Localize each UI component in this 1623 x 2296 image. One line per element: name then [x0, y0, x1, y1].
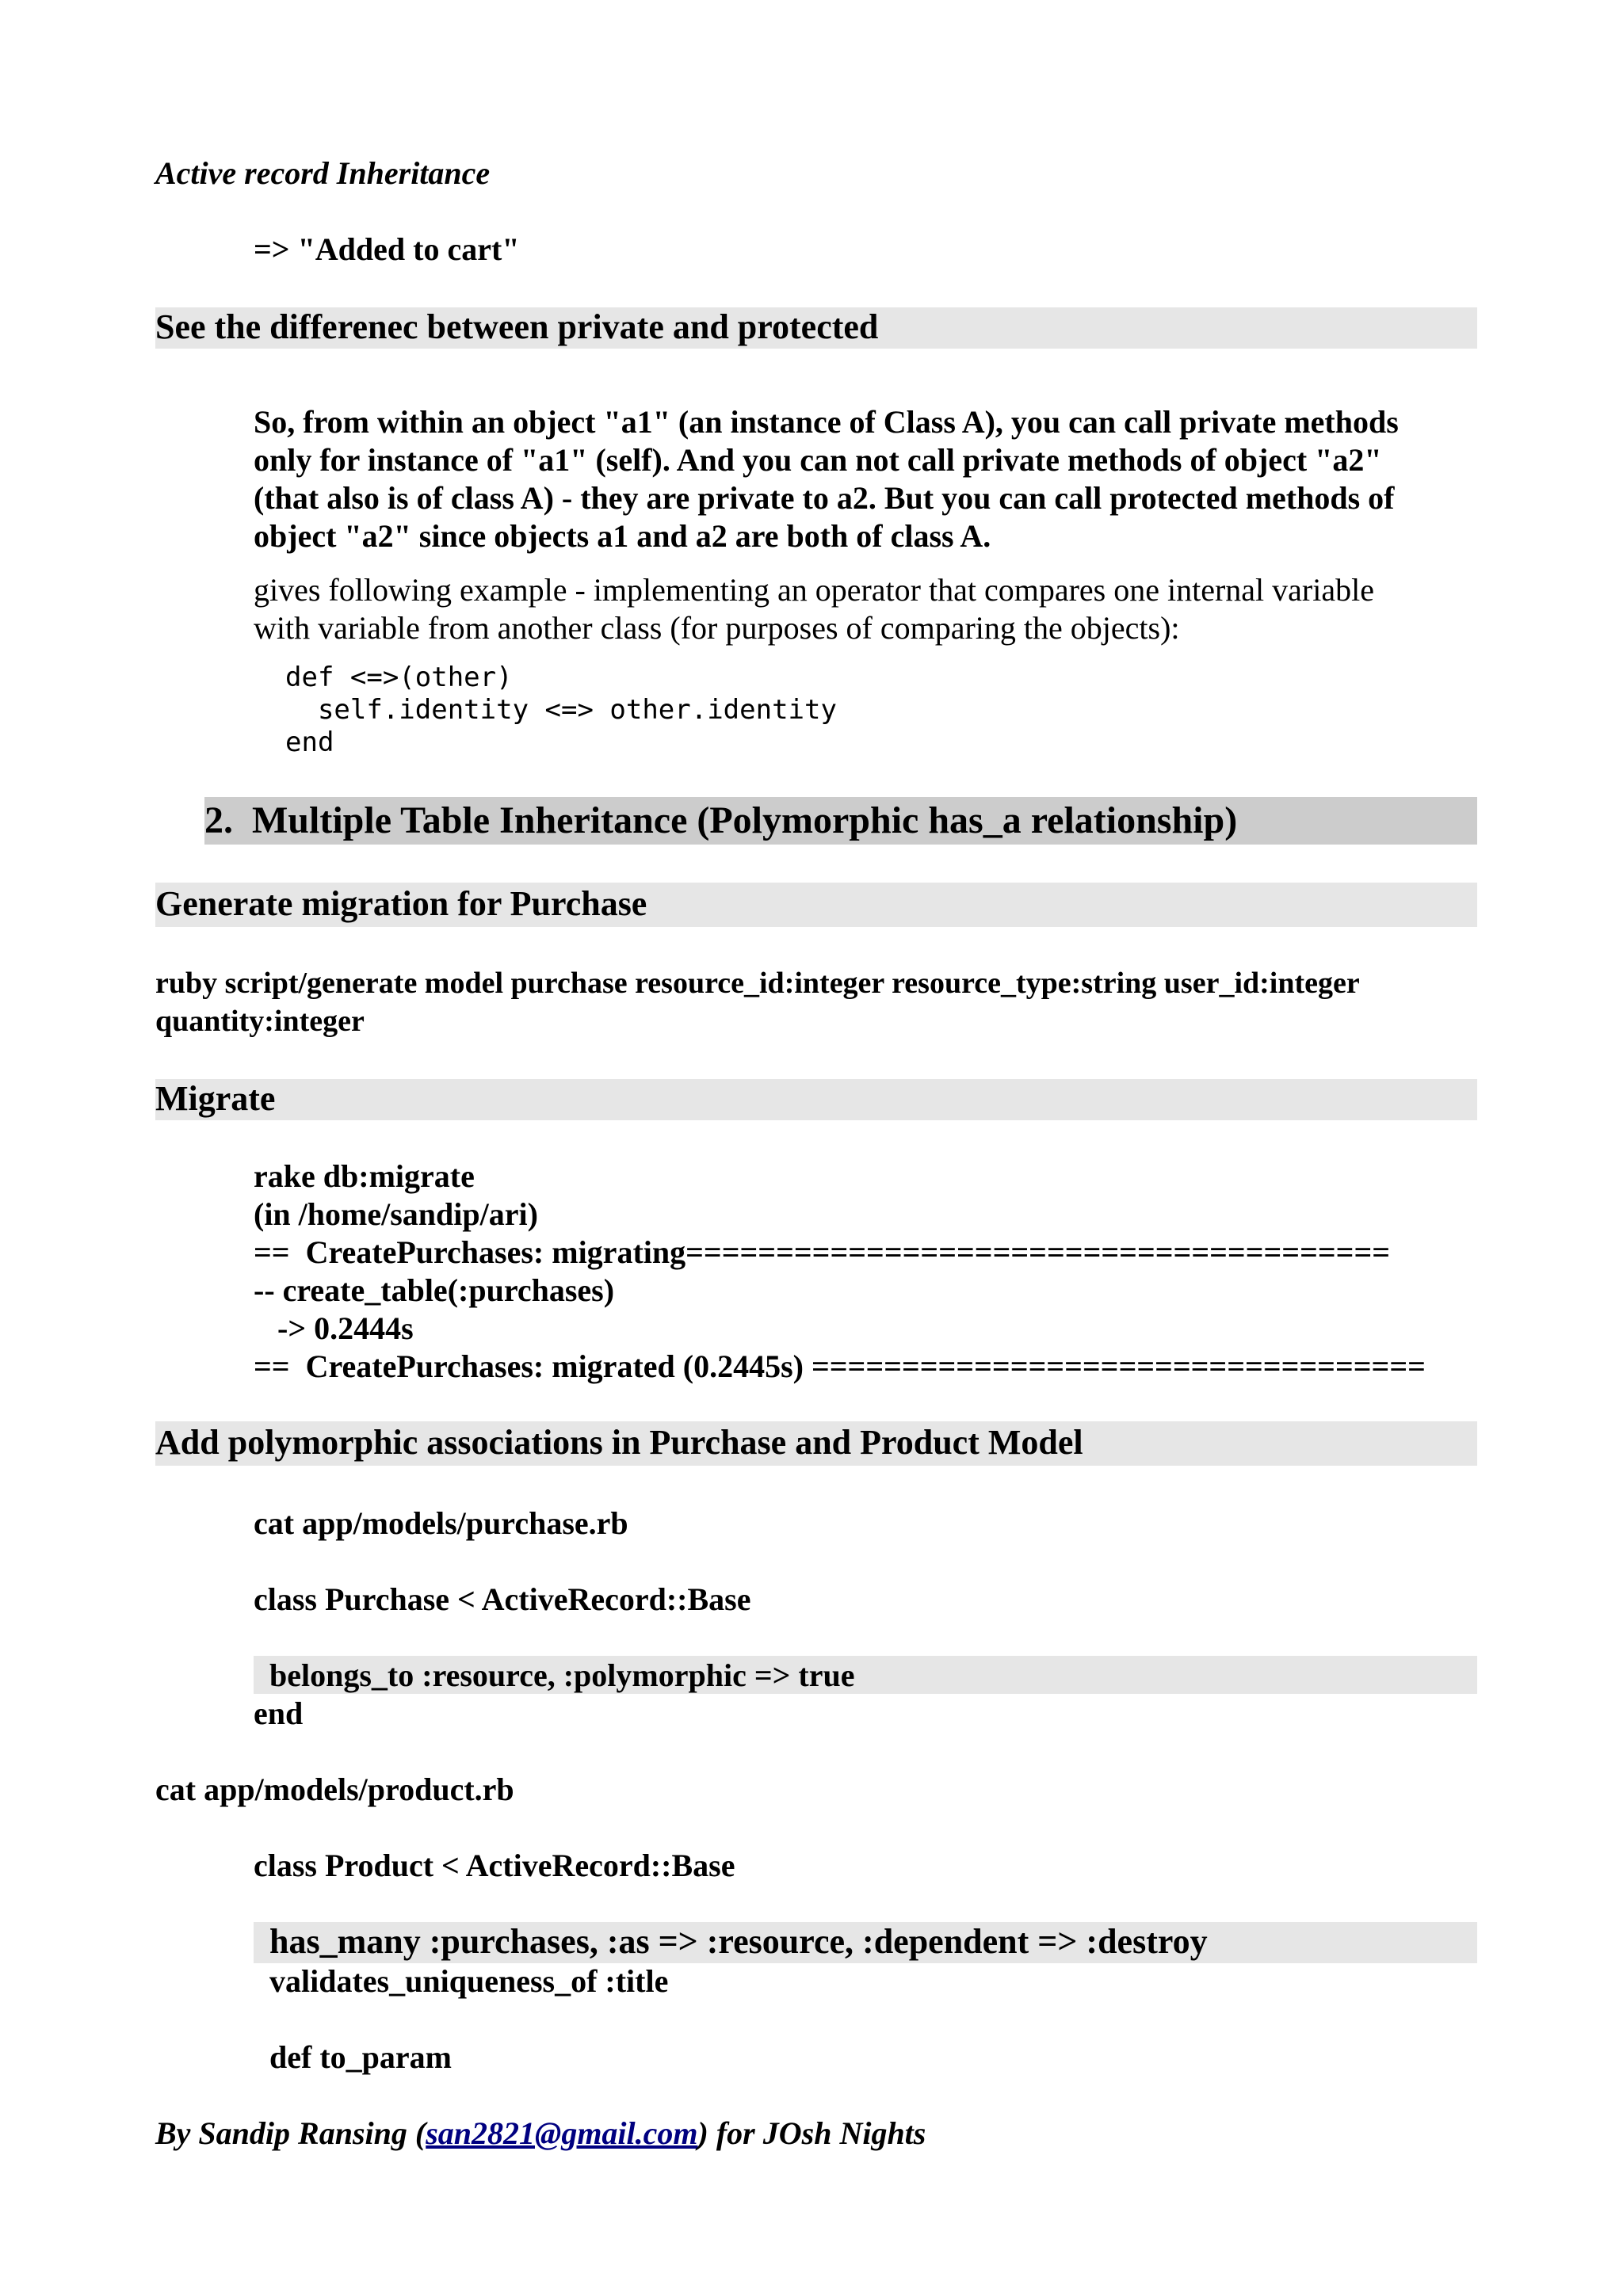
- generate-command-line: quantity:integer: [155, 1005, 365, 1038]
- footer-suffix: ) for JOsh Nights: [697, 2115, 926, 2151]
- end-keyword: end: [254, 1695, 304, 1731]
- paragraph-line: object "a2" since objects a1 and a2 are both of class A.: [254, 518, 991, 554]
- cat-product-command: cat app/models/product.rb: [155, 1772, 514, 1807]
- paragraph-line: with variable from another class (for purposes of comparing the objects):: [254, 610, 1180, 646]
- belongs-to-line: belongs_to :resource, :polymorphic => true: [269, 1657, 855, 1693]
- generate-command-line: ruby script/generate model purchase resource_id:integer resource_type:string user_id:integer: [155, 967, 1360, 1000]
- paragraph-line: (that also is of class A) - they are private to a2. But you can call protected methods of: [254, 480, 1395, 516]
- section-heading: 2. Multiple Table Inheritance (Polymorphic has_a relationship): [204, 799, 1238, 841]
- paragraph-line: gives following example - implementing an operator that compares one internal variable: [254, 572, 1374, 608]
- has-many-line: has_many :purchases, :as => :resource, :dependent => :destroy: [269, 1922, 1208, 1961]
- generate-migration-heading: Generate migration for Purchase: [155, 884, 647, 923]
- class-product-line: class Product < ActiveRecord::Base: [254, 1848, 735, 1883]
- cat-purchase-command: cat app/models/purchase.rb: [254, 1505, 628, 1541]
- migrate-heading: Migrate: [155, 1079, 276, 1118]
- class-purchase-line: class Purchase < ActiveRecord::Base: [254, 1581, 751, 1617]
- code-line: end: [285, 727, 334, 758]
- footer-prefix: By Sandip Ransing (: [155, 2115, 426, 2151]
- migrate-output-line: == CreatePurchases: migrating=======================================: [254, 1234, 1391, 1270]
- code-line: def <=>(other): [285, 662, 513, 693]
- paragraph-line: So, from within an object "a1" (an instance of Class A), you can call private methods: [254, 404, 1399, 440]
- private-protected-heading: See the differenec between private and protected: [155, 307, 879, 346]
- code-line: self.identity <=> other.identity: [285, 694, 837, 726]
- migrate-output-line: (in /home/sandip/ari): [254, 1196, 538, 1232]
- paragraph-line: only for instance of "a1" (self). And you can not call private methods of object "a2": [254, 442, 1382, 478]
- footer-email-link[interactable]: san2821@gmail.com: [426, 2115, 698, 2151]
- added-to-cart-output: => "Added to cart": [254, 231, 520, 267]
- polymorphic-heading: Add polymorphic associations in Purchase and Product Model: [155, 1423, 1083, 1462]
- document-title: Active record Inheritance: [155, 155, 491, 191]
- validates-line: validates_uniqueness_of :title: [269, 1963, 669, 1999]
- heading-highlight: [155, 1079, 1477, 1120]
- migrate-output-line: -> 0.2444s: [254, 1310, 414, 1346]
- def-to-param-line: def to_param: [269, 2039, 452, 2075]
- migrate-output-line: -- create_table(:purchases): [254, 1272, 615, 1308]
- migrate-output-line: rake db:migrate: [254, 1158, 475, 1194]
- footer: [155, 2115, 926, 2152]
- migrate-output-line: == CreatePurchases: migrated (0.2445s) ==================================: [254, 1348, 1426, 1384]
